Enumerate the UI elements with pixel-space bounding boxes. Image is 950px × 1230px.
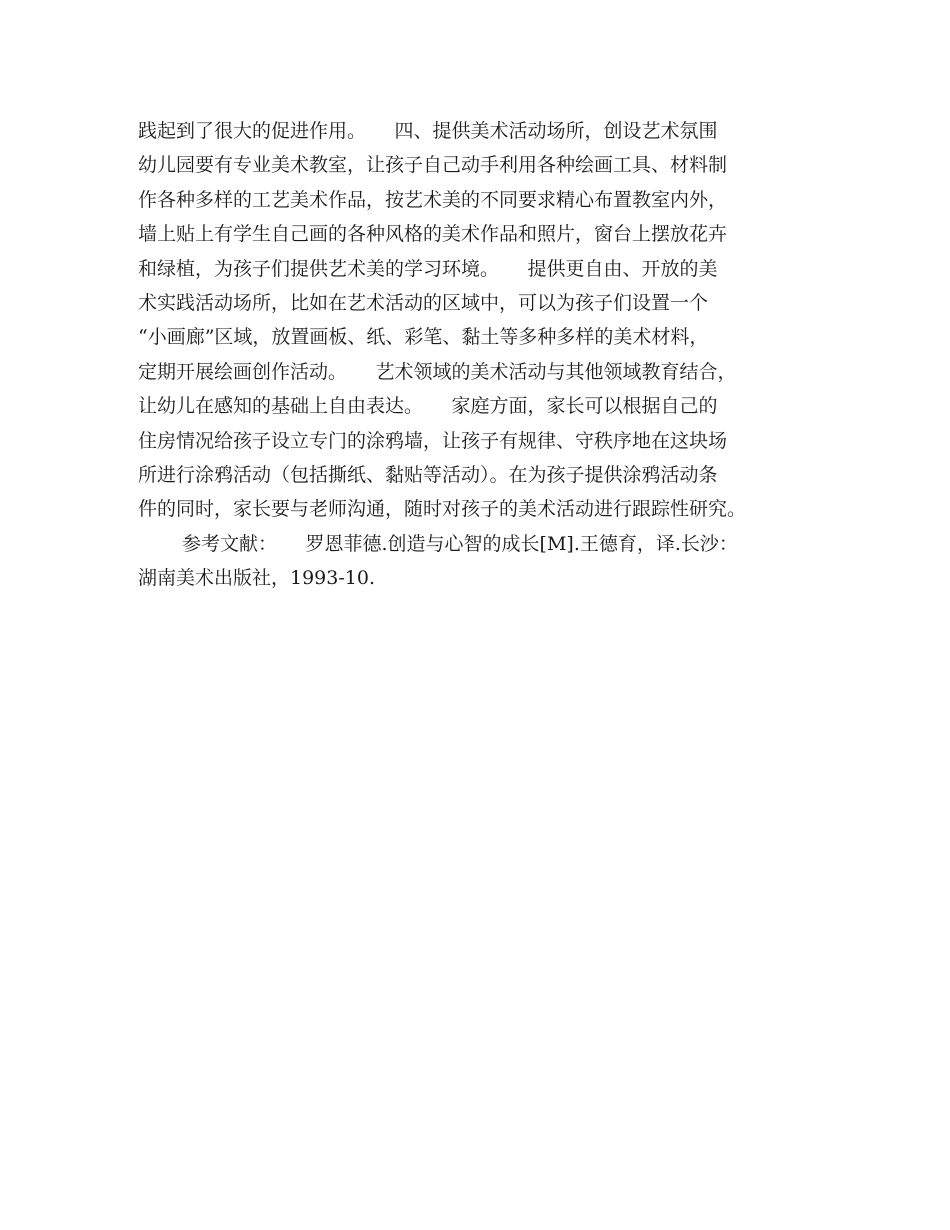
paragraph-line-6: 术实践活动场所，比如在艺术活动的区域中，可以为孩子们设置一个 bbox=[138, 291, 709, 314]
reference-entry-part-1: 罗恩菲德.创造与心智的成长[M].王德育，译.长沙： bbox=[267, 532, 738, 555]
paragraph-line-12: 件的同时，家长要与老师沟通，随时对孩子的美术活动进行跟踪性研究。 bbox=[138, 498, 747, 521]
paragraph-line-10: 住房情况给孩子设立专门的涂鸦墙，让孩子有规律、守秩序地在这块场 bbox=[138, 429, 728, 452]
paragraph-line-11: 所进行涂鸦活动（包括撕纸、黏贴等活动）。在为孩子提供涂鸦活动条 bbox=[138, 463, 718, 486]
paragraph-line-1: 践起到了很大的促进作用。 四、提供美术活动场所，创设艺术氛围 bbox=[138, 120, 718, 142]
body-text bbox=[138, 114, 838, 595]
paragraph-line-8: 定期开展绘画创作活动。 艺术领域的美术活动与其他领域教育结合， bbox=[138, 360, 737, 383]
reference-entry-part-2: 湖南美术出版社，1993-10. bbox=[138, 567, 375, 590]
paragraph-line-2: 幼儿园要有专业美术教室，让孩子自己动手利用各种绘画工具、材料制 bbox=[138, 154, 728, 177]
references-line bbox=[138, 527, 838, 561]
paragraph-line-9: 让幼儿在感知的基础上自由表达。 家庭方面，家长可以根据自己的 bbox=[138, 395, 718, 418]
references-label: 参考文献： bbox=[182, 532, 268, 555]
paragraph-line-4: 墙上贴上有学生自己画的各种风格的美术作品和照片，窗台上摆放花卉 bbox=[138, 223, 728, 246]
paragraph-line-5: 和绿植，为孩子们提供艺术美的学习环境。 提供更自由、开放的美 bbox=[138, 257, 718, 280]
paragraph-line-7: “小画廊”区域，放置画板、纸、彩笔、黏土等多种多样的美术材料， bbox=[138, 326, 709, 349]
paragraph-line-3: 作各种多样的工艺美术作品，按艺术美的不同要求精心布置教室内外， bbox=[138, 188, 728, 211]
